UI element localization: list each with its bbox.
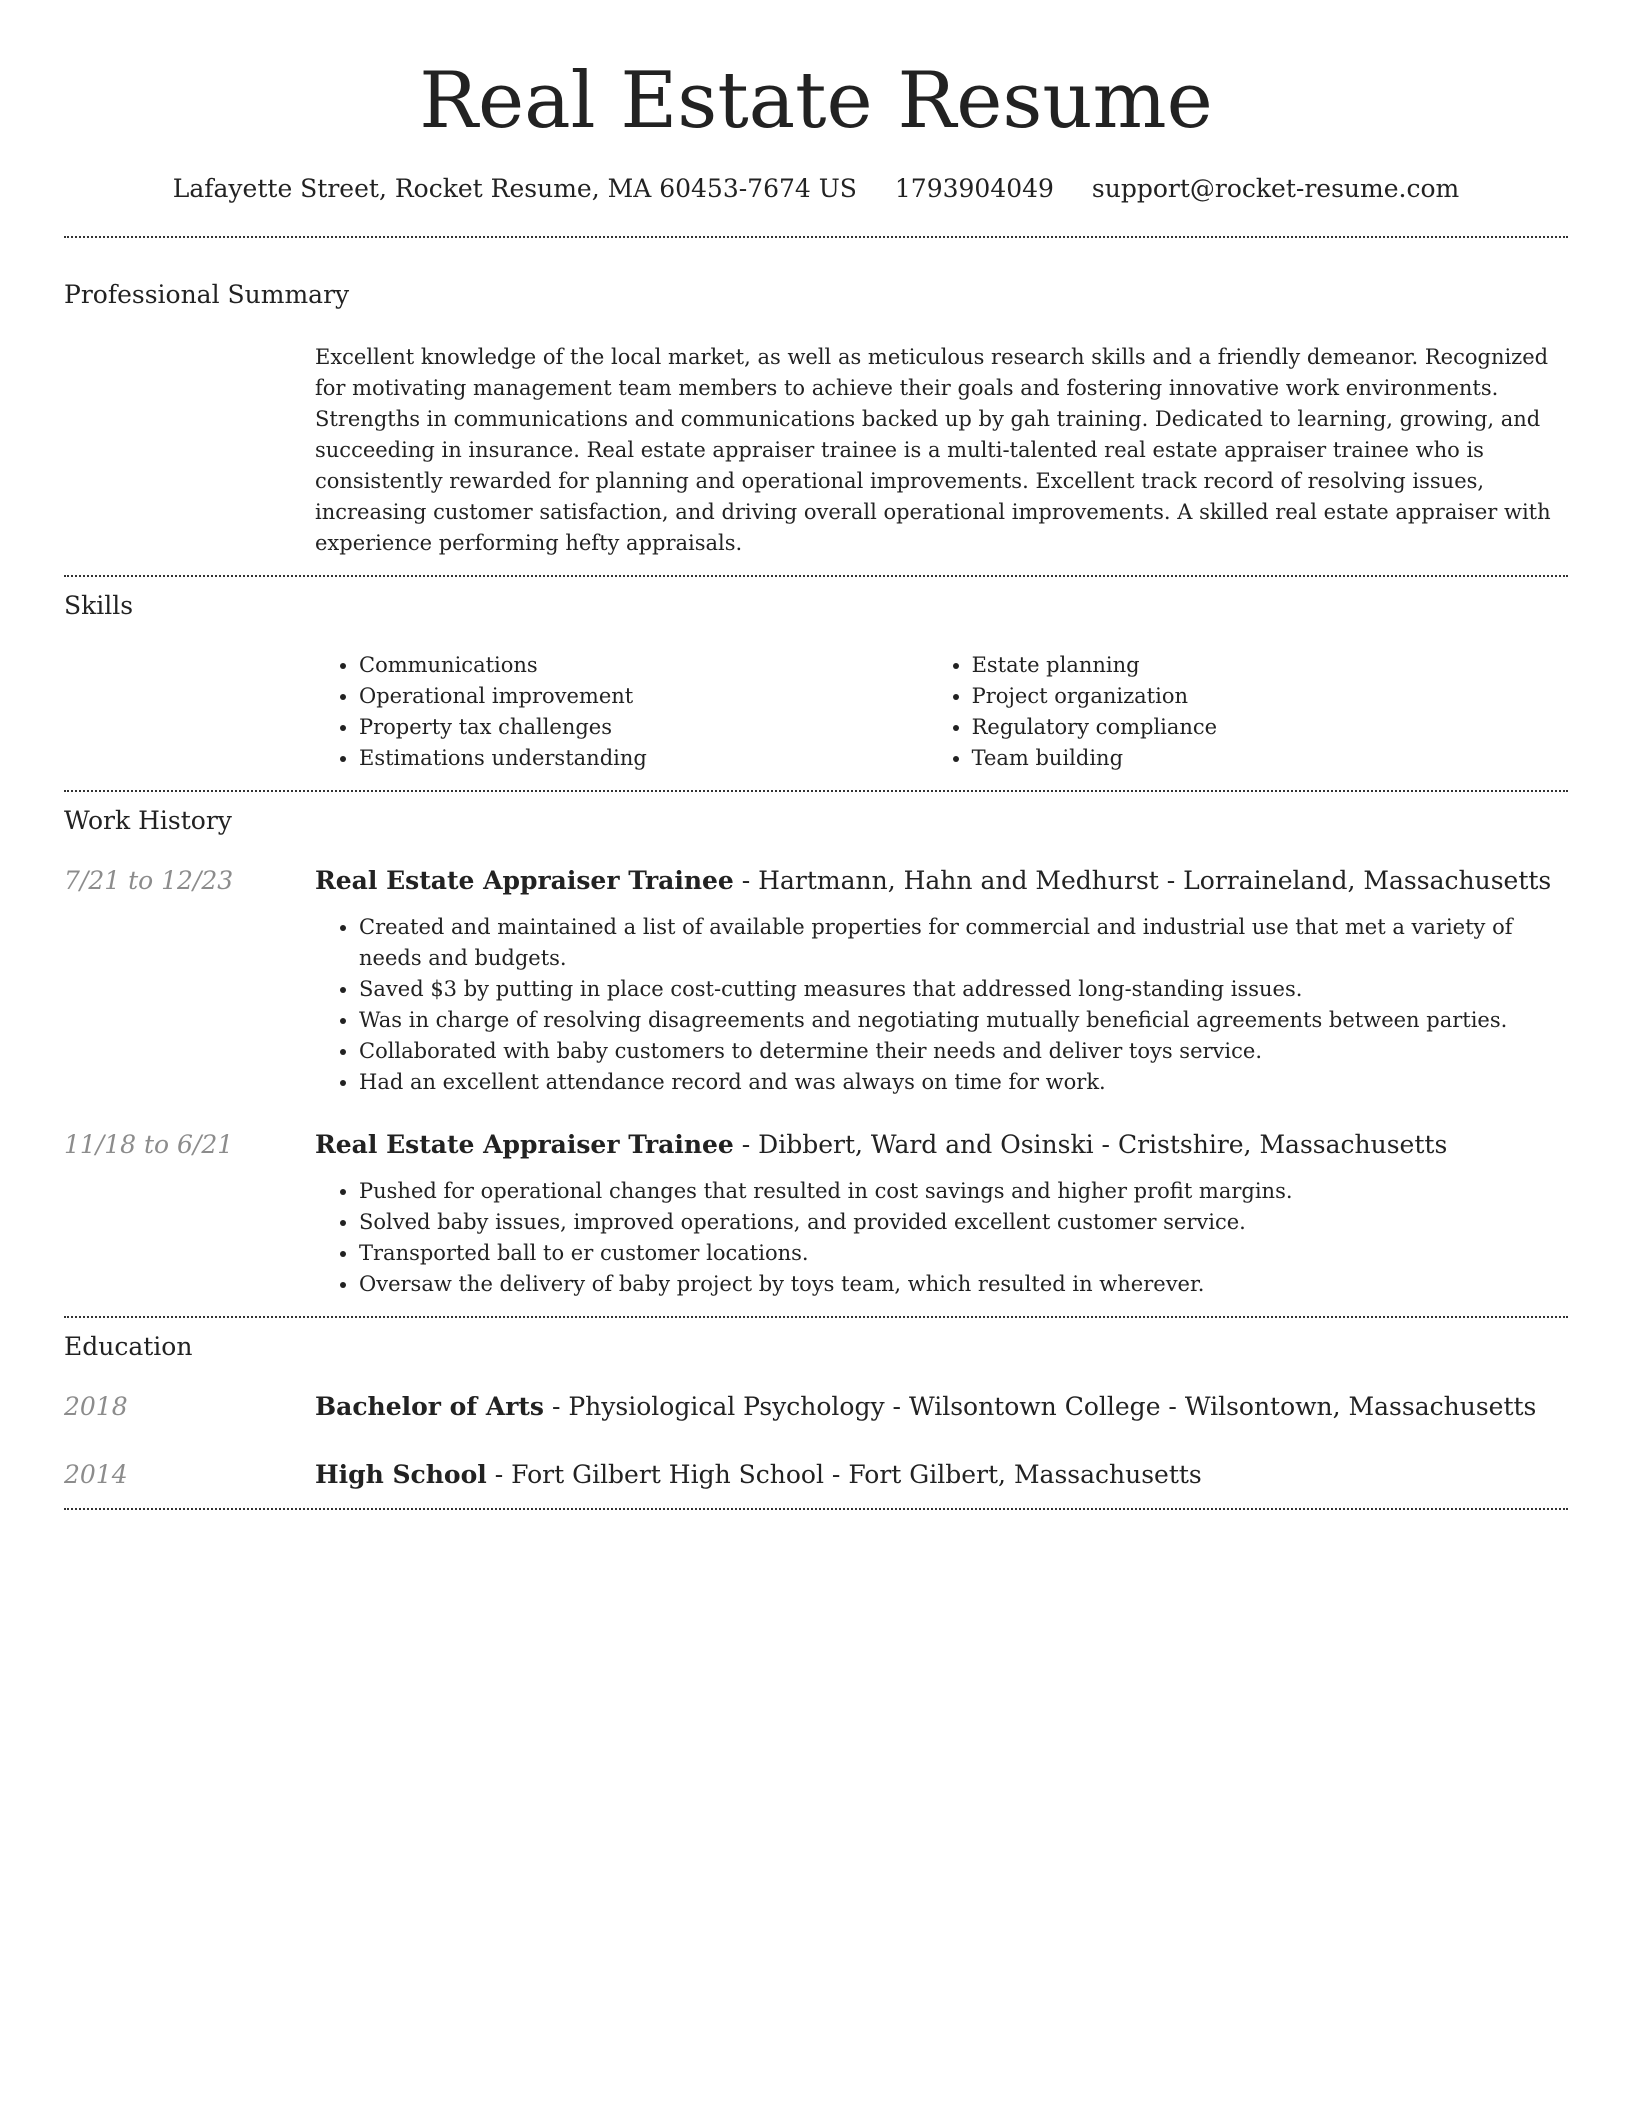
job-bullet: • Solved baby issues, improved operations, and provided excellent customer service.	[359, 1207, 1568, 1238]
education-degree: High School	[315, 1460, 487, 1489]
job-entry	[64, 864, 1568, 1098]
job-bullet: • Oversaw the delivery of baby project by toys team, which resulted in wherever.	[359, 1269, 1568, 1300]
job-employer: - Dibbert, Ward and Osinski - Cristshire, Massachusetts	[733, 1130, 1448, 1159]
resume-page	[64, 0, 1568, 1510]
skills-column-left	[315, 650, 928, 774]
skill-item: • Regulatory compliance	[972, 712, 1568, 743]
job-bullet: • Saved $3 by putting in place cost-cutting measures that addressed long-standing issues.	[359, 974, 1568, 1005]
job-bullet: • Had an excellent attendance record and was always on time for work.	[359, 1067, 1568, 1098]
education-entry	[64, 1390, 1568, 1424]
summary-text: Excellent knowledge of the local market, as well as meticulous research skills and a friendly demeanor. Recognized for motivating management team members to achieve their goals and fostering innovative work environments. Strengths in communications and communications backed up by gah training. Dedicated to learning, growing, and succeeding in insurance. Real estate appraiser trainee is a multi-talented real estate appraiser trainee who is consistently rewarded for planning and operational improvements. Excellent track record of resolving issues, increasing customer satisfaction, and driving overall operational improvements. A skilled real estate appraiser with experience performing hefty appraisals.	[315, 345, 1551, 555]
contact-phone: 1793904049	[894, 174, 1054, 203]
work-divider	[64, 1316, 1568, 1318]
resume-title: Real Estate Resume	[419, 56, 1213, 146]
skill-item: • Team building	[972, 743, 1568, 774]
skill-item: • Communications	[359, 650, 928, 681]
education-heading-line	[315, 1458, 1202, 1492]
job-bullet: • Pushed for operational changes that resulted in cost savings and higher profit margins.	[359, 1176, 1568, 1207]
job-dates: 7/21 to 12/23	[64, 866, 234, 895]
skill-item: • Estate planning	[972, 650, 1568, 681]
skills-column-right	[928, 650, 1568, 774]
job-bullets	[315, 1176, 1568, 1300]
education-year: 2018	[64, 1392, 128, 1421]
skill-item: • Property tax challenges	[359, 712, 928, 743]
job-bullets	[315, 912, 1568, 1098]
job-role: Real Estate Appraiser Trainee	[315, 1130, 734, 1159]
job-dates: 11/18 to 6/21	[64, 1130, 234, 1159]
skill-item: • Estimations understanding	[359, 743, 928, 774]
education-school: - Physiological Psychology - Wilsontown College - Wilsontown, Massachusetts	[544, 1392, 1537, 1421]
contact-address: Lafayette Street, Rocket Resume, MA 60453-7674 US	[172, 174, 857, 203]
education-school: - Fort Gilbert High School - Fort Gilbert, Massachusetts	[486, 1460, 1202, 1489]
job-heading	[315, 1128, 1447, 1162]
job-bullet: • Was in charge of resolving disagreements and negotiating mutually beneficial agreements between parties.	[359, 1005, 1568, 1036]
job-employer: - Hartmann, Hahn and Medhurst - Lorraineland, Massachusetts	[733, 866, 1552, 895]
summary-divider	[64, 575, 1568, 577]
job-role: Real Estate Appraiser Trainee	[315, 866, 734, 895]
education-heading-line	[315, 1390, 1536, 1424]
skill-item: • Project organization	[972, 681, 1568, 712]
header-divider	[64, 236, 1568, 238]
job-heading	[315, 864, 1551, 898]
education-year: 2014	[64, 1460, 128, 1489]
job-bullet: • Created and maintained a list of available properties for commercial and industrial use that met a variety of needs and budgets.	[359, 912, 1568, 974]
education-heading: Education	[64, 1332, 193, 1361]
skills-heading: Skills	[64, 591, 134, 620]
education-degree: Bachelor of Arts	[315, 1392, 545, 1421]
skill-item: • Operational improvement	[359, 681, 928, 712]
education-entry	[64, 1458, 1568, 1492]
summary-heading: Professional Summary	[64, 280, 350, 309]
contact-line	[64, 172, 1568, 206]
contact-email: support@rocket-resume.com	[1091, 174, 1460, 203]
skills-divider	[64, 790, 1568, 792]
job-bullet: • Transported ball to er customer locations.	[359, 1238, 1568, 1269]
skills-list	[315, 650, 1568, 774]
job-bullet: • Collaborated with baby customers to determine their needs and deliver toys service.	[359, 1036, 1568, 1067]
education-divider	[64, 1508, 1568, 1510]
work-history-heading: Work History	[64, 806, 232, 835]
job-entry	[64, 1128, 1568, 1300]
